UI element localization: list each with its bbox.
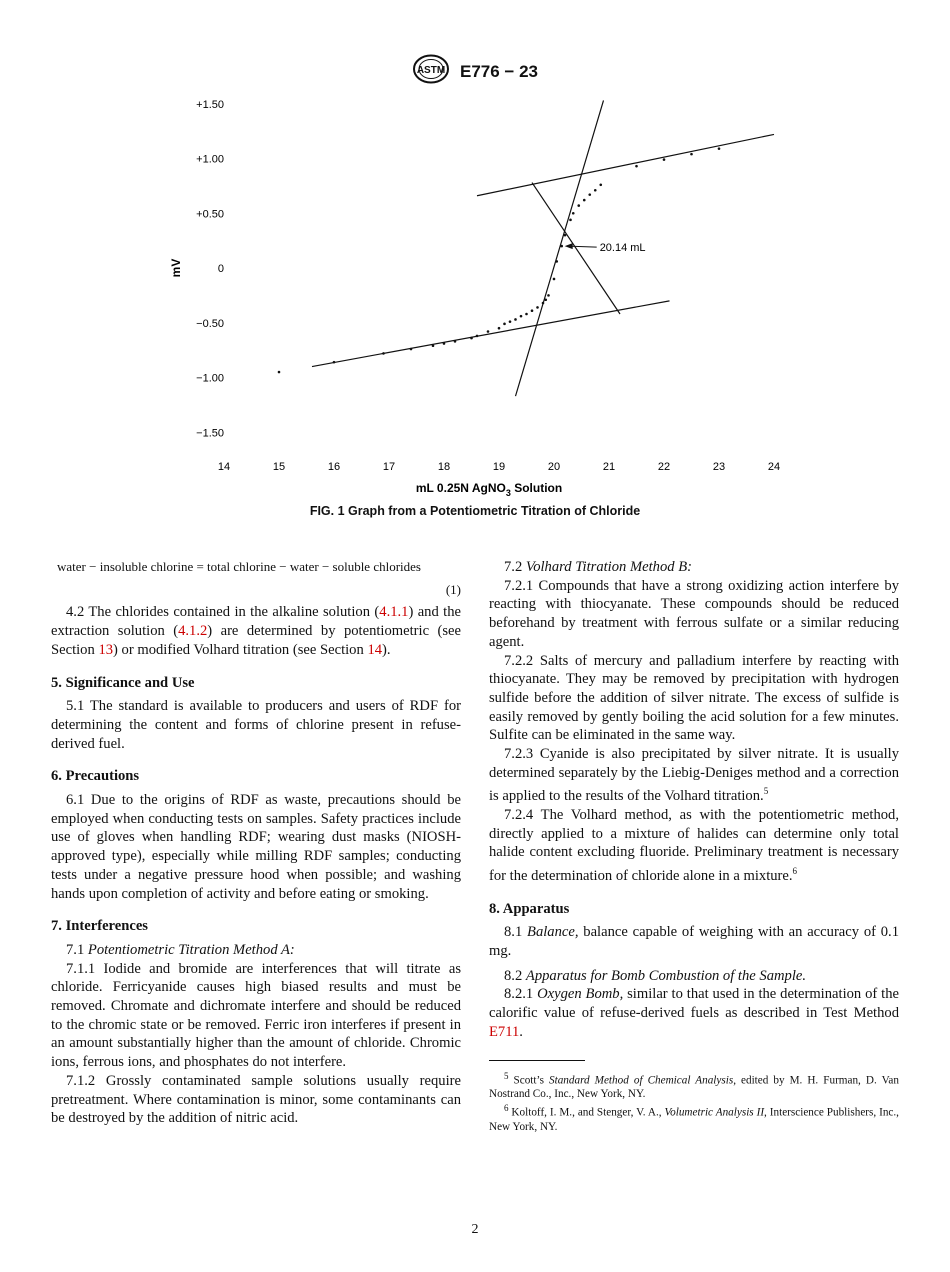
x-tick-label: 22 xyxy=(657,461,671,473)
data-point xyxy=(635,165,638,168)
x-tick-label: 18 xyxy=(437,461,451,473)
y-tick-label: −0.50 xyxy=(196,317,224,330)
paragraph-6-1: 6.1 Due to the origins of RDF as waste, precautions should be employed when conducting tests on samples. Safety practices include use of gloves when handling RDF; wearing dust masks (NIOSH-approved type), especially while milling RDF samples; conducting tests under a negative pressure hood when possible; and washing hands upon completion of activity and before eating or smoking. xyxy=(51,792,461,902)
data-point xyxy=(536,306,539,309)
footnote-ref-5[interactable]: 5 xyxy=(763,786,769,797)
paragraph-7-1: 7.1 Potentiometric Titration Method A: xyxy=(66,941,295,958)
paragraph-7-2-4: 7.2.4 The Volhard method, as with the potentiometric method, directly applied to a mixture of halides can determine only total halide content excluding fluoride. Preliminary treatment is necessary for the determination of chloride alone in a mixture.$^6$ xyxy=(489,807,899,884)
heading-precautions: 6. Precautions xyxy=(51,768,140,785)
equation-number: (1) xyxy=(445,581,461,597)
paragraph-8-2-1: 8.2.1 Oxygen Bomb, similar to that used in the determination of the calorific value of refuse-derived fuels as described in Test Method E711. xyxy=(489,986,899,1040)
data-point xyxy=(663,158,666,161)
data-point xyxy=(514,318,517,321)
equation-text: water − insoluble chlorine = total chlorine − water − soluble chlorides xyxy=(57,559,421,574)
astm-logo-icon xyxy=(412,54,450,89)
data-point xyxy=(577,204,580,207)
x-tick-label: 14 xyxy=(217,461,231,473)
data-point xyxy=(718,147,721,150)
paragraph-8-1: 8.1 Balance, balance capable of weighing with an accuracy of 0.1 mg. xyxy=(489,924,899,960)
data-point xyxy=(432,344,435,347)
page-number: 2 xyxy=(471,1222,479,1237)
data-point xyxy=(564,234,567,237)
data-point xyxy=(520,315,523,318)
data-point xyxy=(690,153,693,156)
data-point xyxy=(503,323,506,326)
ref-section-13[interactable]: 13 xyxy=(98,641,114,658)
right-column xyxy=(489,558,899,1134)
data-point xyxy=(547,294,550,297)
document-designation: E776 − 23 xyxy=(460,61,538,81)
x-tick-label: 19 xyxy=(492,461,506,473)
x-tick-label: 23 xyxy=(712,461,726,473)
tangent-line xyxy=(477,134,774,195)
data-point xyxy=(382,352,385,355)
paragraph-7-2-1: 7.2.1 Compounds that have a strong oxidizing action interfere by reacting with thiocyanate. These compounds should be reduced beforehand by treatment with ferrous sulfate or a similar reducing agent. xyxy=(489,577,899,650)
data-point xyxy=(333,361,336,364)
data-point xyxy=(560,245,563,248)
data-point xyxy=(487,330,490,333)
paragraph-7-1-1: 7.1.1 Iodide and bromide are interferences that will titrate as chloride. Ferricyanide causes high biased results and must be removed. Chromate and dichromate interfere and should be reduced to the chromic state or be removed. Ferric iron interferes if present in an amount substantially higher than the amount of chloride. Chromic ions, ferrous ions, and phosphates do not interfere. xyxy=(51,960,461,1071)
svg-text:mV: mV xyxy=(169,258,183,278)
x-axis-label: mL 0.25N AgNO$_3$ Solution xyxy=(415,481,563,498)
data-point xyxy=(594,189,597,192)
data-point xyxy=(569,219,572,222)
x-tick-label: 20 xyxy=(547,461,561,473)
data-point xyxy=(498,327,501,330)
y-tick-label: −1.50 xyxy=(196,427,224,440)
titration-chart xyxy=(160,90,800,500)
y-axis-label xyxy=(169,259,183,278)
paragraph-7-2-3: 7.2.3 Cyanide is also precipitated by silver nitrate. It is usually determined separately by the Liebig-Deniges method and a correction is applied to the results of the Volhard titration.$^5$ xyxy=(489,746,899,805)
data-point xyxy=(476,335,479,338)
data-point xyxy=(278,371,281,374)
heading-apparatus: 8. Apparatus xyxy=(489,900,570,917)
data-point xyxy=(542,302,545,305)
data-point xyxy=(588,193,591,196)
data-point xyxy=(410,348,413,351)
heading-significance: 5. Significance and Use xyxy=(51,674,195,691)
data-point xyxy=(583,199,586,202)
data-point xyxy=(544,298,547,301)
ref-4-1-2[interactable]: 4.1.2 xyxy=(178,623,208,640)
paragraph-7-2: 7.2 Volhard Titration Method B: xyxy=(504,559,692,575)
y-tick-label: +1.50 xyxy=(196,98,224,111)
data-point xyxy=(454,340,457,343)
y-tick-label: −1.00 xyxy=(196,372,224,385)
paragraph-4-2: 4.2 The chlorides contained in the alkaline solution (4.1.1) and the extraction solution (4.1.2) are determined by potentiometric (see Section 13) or modified Volhard titration (see Section 14). xyxy=(51,604,461,658)
svg-text:ASTM: ASTM xyxy=(416,65,446,76)
x-tick-label: 17 xyxy=(382,461,396,473)
footnote-rule xyxy=(489,1060,585,1061)
tangent-line xyxy=(312,301,670,367)
heading-interferences: 7. Interferences xyxy=(51,918,148,935)
data-point xyxy=(509,320,512,323)
data-point xyxy=(525,313,528,316)
data-point xyxy=(531,309,534,312)
x-tick-label: 24 xyxy=(767,461,781,473)
footnote-5: $^5$ Scott’s Standard Method of Chemical Analysis, edited by M. H. Furman, D. Van Nostrand Co., Inc., New York, NY. xyxy=(489,1070,899,1101)
footnote-6: $^6$ Koltoff, I. M., and Stenger, V. A., Volumetric Analysis II, Interscience Publishers, Inc., New York, NY. xyxy=(489,1103,899,1134)
y-tick-label: +0.50 xyxy=(196,208,224,221)
data-point xyxy=(443,342,446,345)
ref-4-1-1[interactable]: 4.1.1 xyxy=(379,604,409,621)
annotation-arrowhead-icon xyxy=(565,243,573,249)
x-tick-label: 21 xyxy=(602,461,616,473)
paragraph-7-1-2: 7.1.2 Grossly contaminated sample solutions usually require pretreatment. Where contamination is minor, some contaminants can be destroyed by the addition of nitric acid. xyxy=(51,1072,461,1127)
paragraph-5-1: 5.1 The standard is available to producers and users of RDF for determining the content and forms of chlorine present in refuse-derived fuel. xyxy=(51,698,461,752)
annotation-label: 20.14 mL xyxy=(599,242,646,255)
data-point xyxy=(572,212,575,215)
x-tick-label: 15 xyxy=(272,461,286,473)
footnote-ref-6[interactable]: 6 xyxy=(792,866,798,877)
data-point xyxy=(599,183,602,186)
y-tick-label: +1.00 xyxy=(196,153,224,166)
tangent-line xyxy=(516,100,604,396)
ref-e711[interactable]: E711 xyxy=(489,1023,520,1040)
ref-section-14[interactable]: 14 xyxy=(367,641,383,658)
page-header xyxy=(0,54,950,89)
data-point xyxy=(553,278,556,281)
equation-1 xyxy=(51,558,461,577)
left-column xyxy=(51,558,461,1128)
x-tick-label: 16 xyxy=(327,461,341,473)
data-point xyxy=(470,337,473,340)
data-point xyxy=(555,260,558,263)
paragraph-8-2: 8.2 Apparatus for Bomb Combustion of the Sample. xyxy=(504,967,807,984)
y-tick-label: 0 xyxy=(217,263,224,275)
figure-caption: FIG. 1 Graph from a Potentiometric Titration of Chloride xyxy=(309,504,641,518)
paragraph-7-2-2: 7.2.2 Salts of mercury and palladium interfere by reacting with thiocyanate. They may be removed by precipitation with hydrogen sulfide before the addition of silver nitrate. The excess of sulfide is easily removed by gently boiling the acid solution for a few minutes. Sulfite can be eliminated in the same way. xyxy=(489,652,899,744)
